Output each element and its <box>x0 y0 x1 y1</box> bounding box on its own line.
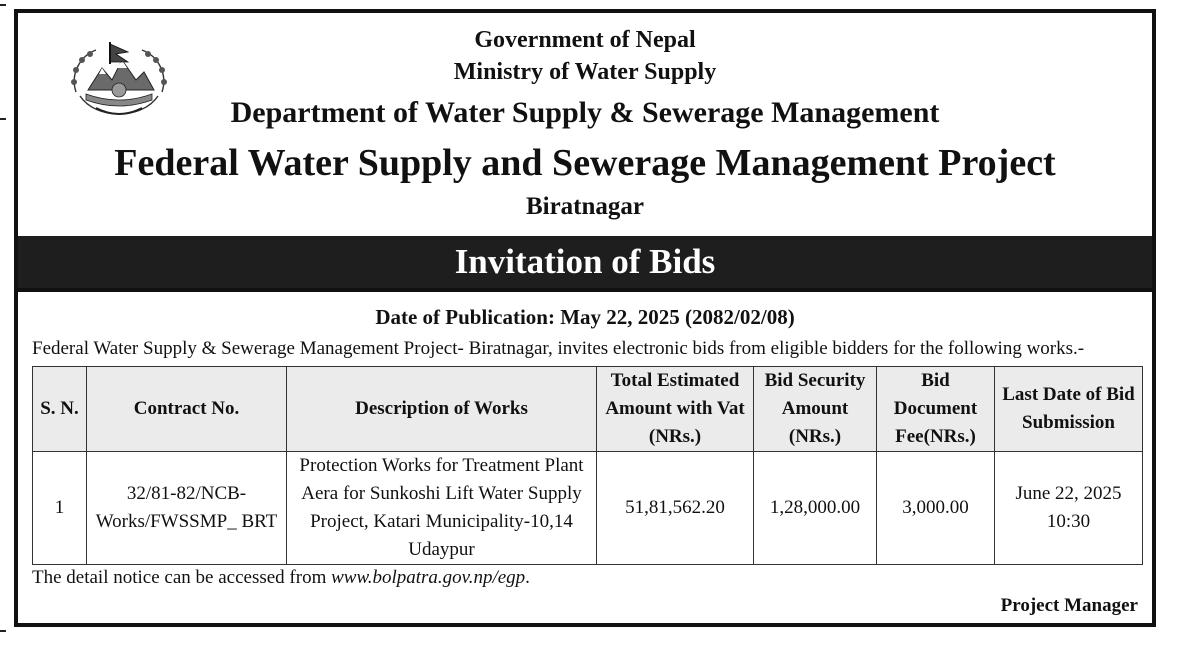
header-government: Government of Nepal <box>474 27 696 53</box>
col-header-description: Description of Works <box>287 367 597 452</box>
cell-fee: 3,000.00 <box>877 452 995 565</box>
publication-date: Date of Publication: May 22, 2025 (2082/02/08) <box>375 305 795 329</box>
table-row <box>33 452 1143 565</box>
footer-note <box>32 567 530 589</box>
table-header-row <box>33 367 1143 452</box>
col-header-security: Bid Security Amount (NRs.) <box>754 367 877 452</box>
signature: Project Manager <box>1000 595 1138 616</box>
col-header-estimate: Total Estimated Amount with Vat (NRs.) <box>597 367 754 452</box>
egp-link[interactable]: www.bolpatra.gov.np/egp <box>331 567 526 588</box>
cell-deadline: June 22, 2025 10:30 <box>995 452 1143 565</box>
cell-description: Protection Works for Treatment Plant Aera for Sunkoshi Lift Water Supply Project, Katari Municipality-10,14 Udaypur <box>287 452 597 565</box>
cell-estimate: 51,81,562.20 <box>597 452 754 565</box>
banner-title: Invitation of Bids <box>454 242 716 281</box>
cell-sn: 1 <box>33 452 87 565</box>
header-location: Biratnagar <box>525 193 645 220</box>
note-prefix: The detail notice can be accessed from <box>32 567 332 588</box>
invitation-banner <box>18 236 1152 292</box>
header-ministry: Ministry of Water Supply <box>453 59 717 85</box>
header-project: Federal Water Supply and Sewerage Management Project <box>114 142 1056 184</box>
notice-frame <box>14 9 1156 627</box>
col-header-deadline: Last Date of Bid Submission <box>995 367 1143 452</box>
edge-tick <box>0 630 6 632</box>
cell-contract: 32/81-82/NCB-Works/FWSSMP_ BRT <box>87 452 287 565</box>
intro-text: Federal Water Supply & Sewerage Management Project- Biratnagar, invites electronic bids from eligible bidders for the following works.- <box>32 338 1085 359</box>
col-header-sn: S. N. <box>33 367 87 452</box>
edge-tick <box>0 4 6 6</box>
left-edge-marks <box>0 0 6 658</box>
col-header-fee: Bid Document Fee(NRs.) <box>877 367 995 452</box>
note-suffix: . <box>525 567 530 588</box>
bids-table <box>32 366 1143 565</box>
header-department: Department of Water Supply & Sewerage Management <box>230 96 940 129</box>
cell-security: 1,28,000.00 <box>754 452 877 565</box>
edge-tick <box>0 118 6 120</box>
col-header-contract: Contract No. <box>87 367 287 452</box>
